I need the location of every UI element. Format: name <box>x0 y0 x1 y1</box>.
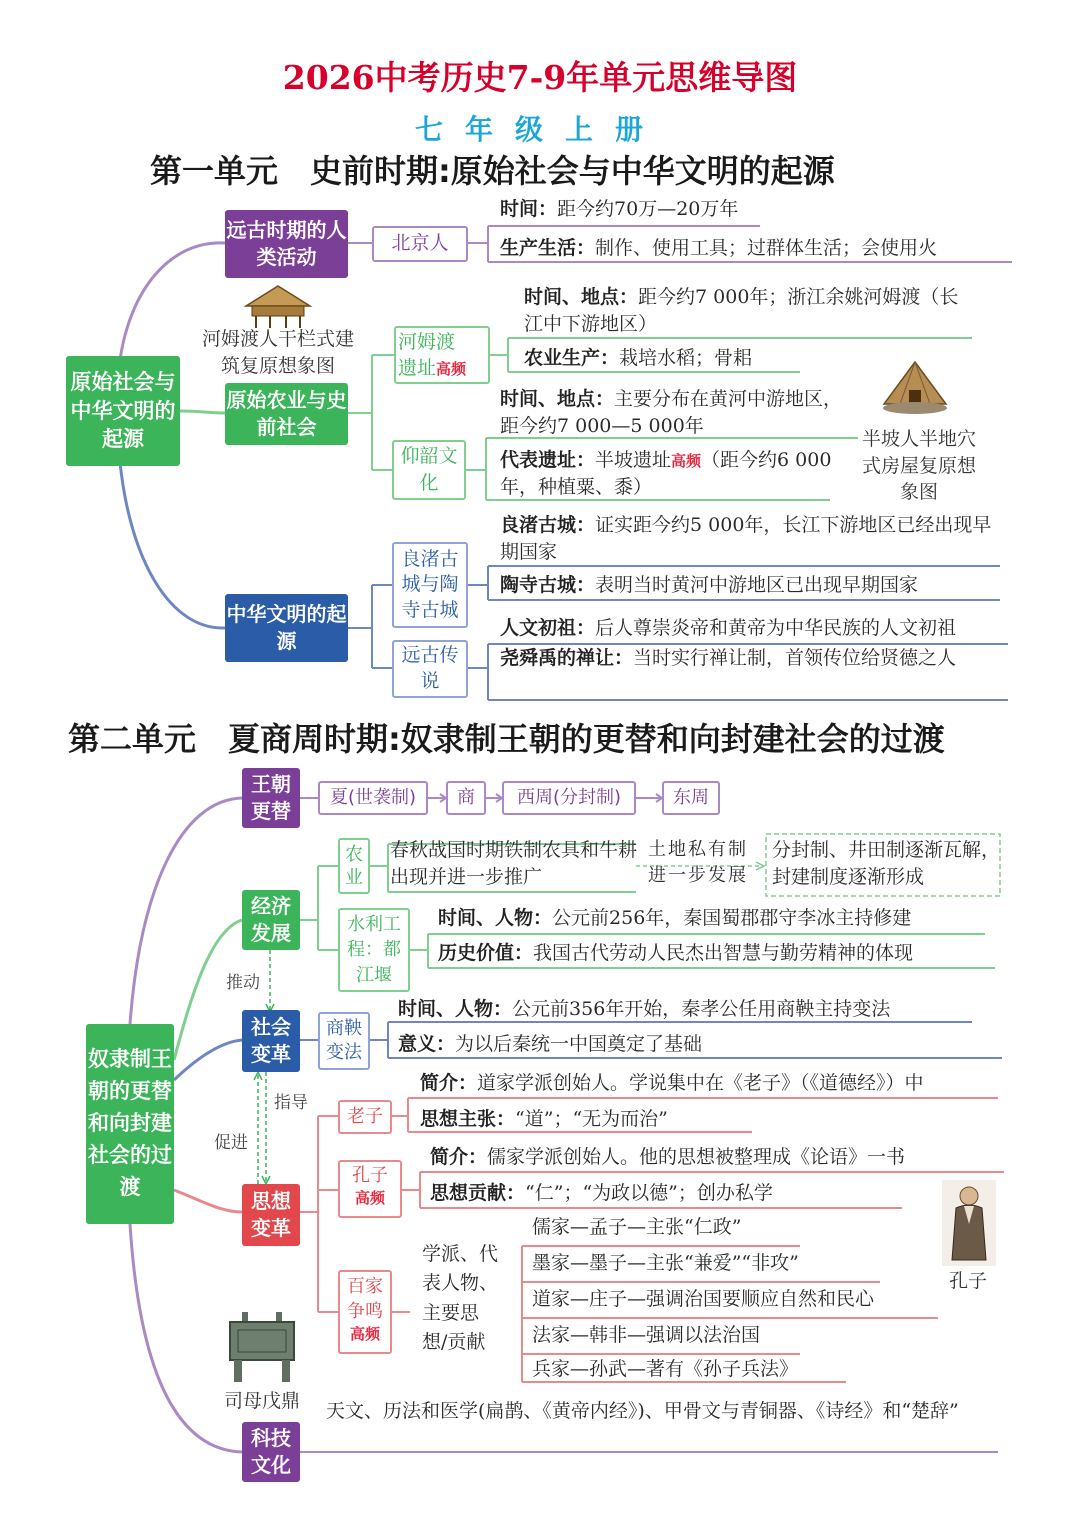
water-value: 历史价值：我国古代劳动人民杰出智慧与勤劳精神的体现 <box>438 942 914 964</box>
taosi-text: 陶寺古城：表明当时黄河中游地区已出现早期国家 <box>500 574 919 596</box>
unit1-branch-agriculture: 原始农业与史前社会 <box>225 383 348 445</box>
school-taoist: 道家—庄子—强调治国要顺应自然和民心 <box>532 1288 875 1310</box>
hemudu-agri: 农业生产：栽培水稻；骨耜 <box>524 347 753 369</box>
node-shangyang: 商鞅变法 <box>318 1012 370 1070</box>
unit2-branch-society: 社会变革 <box>242 1010 300 1072</box>
unit2-branch-dynasty: 王朝更替 <box>242 768 300 828</box>
stilt-house-image <box>240 284 316 330</box>
shanrang-text: 尧舜禹的禅让：当时实行禅让制，首领传位给贤德之人 <box>500 647 957 669</box>
beijing-time: 时间：距今约70万—20万年 <box>500 198 739 220</box>
liangzhu-text: 良渚古城：证实距今约5 000年，长江下游地区已经出现早期国家 <box>500 514 992 563</box>
baijia-label: 学派、代表人物、主要思想/贡献 <box>422 1243 499 1354</box>
unit2-heading: 第二单元 夏商周时期:奴隶制王朝的更替和向封建社会的过渡 <box>68 720 945 758</box>
node-laozi: 老子 <box>338 1100 392 1134</box>
hot-badge: 高频 <box>349 1325 380 1344</box>
unit2-root: 奴隶制王朝的更替和向封建社会的过渡 <box>86 1024 174 1224</box>
school-confucian: 儒家—孟子—主张“仁政” <box>532 1216 742 1238</box>
unit2-branch-economy: 经济发展 <box>242 890 300 950</box>
water-time: 时间、人物：公元前256年，秦国蜀郡郡守李冰主持修建 <box>438 907 912 929</box>
node-beijing-man: 北京人 <box>372 226 468 262</box>
dynasty-shang: 商 <box>446 781 486 815</box>
agri-text: 春秋战国时期铁制农具和牛耕出现并进一步推广 <box>390 839 638 888</box>
node-liangzhu-taosi: 良渚古城与陶寺古城 <box>392 542 468 628</box>
culture-text: 天文、历法和医学(扁鹊、《黄帝内经》)、甲骨文与青铜器、《诗经》和“楚辞” <box>326 1400 959 1422</box>
node-hemudu: 河姆渡 遗址高频 <box>394 326 490 384</box>
dynasty-xia: 夏(世袭制) <box>318 781 428 815</box>
banpo-caption: 半坡人半地穴式房屋复原想象图 <box>861 428 976 504</box>
shang-time: 时间、人物：公元前356年开始，秦孝公任用商鞅主持变法 <box>398 998 891 1020</box>
unit1-branch-ancient: 远古时期的人类活动 <box>225 210 348 278</box>
kongzi-idea: 思想贡献：“仁”；“为政以德”；创办私学 <box>430 1182 773 1204</box>
hot-badge: 高频 <box>354 1189 385 1208</box>
promote-label: 促进 <box>214 1133 248 1153</box>
banpo-house-image <box>880 360 950 418</box>
renwen-text: 人文初祖：后人尊崇炎帝和黄帝为中华民族的人文初祖 <box>500 617 957 639</box>
unit2-branch-thought: 思想变革 <box>242 1184 300 1246</box>
hot-badge: 高频 <box>436 359 467 378</box>
dynasty-eastern-zhou: 东周 <box>662 781 720 815</box>
node-kongzi: 孔子 高频 <box>338 1160 402 1218</box>
node-dujiangyan: 水利工程：都江堰 <box>338 908 410 992</box>
unit2-branch-culture: 科技文化 <box>242 1422 300 1482</box>
hot-badge: 高频 <box>671 452 702 470</box>
node-legends: 远古传说 <box>392 640 468 698</box>
unit1-root: 原始社会与中华文明的起源 <box>66 356 180 466</box>
land-text: 土地私有制进一步发展 <box>648 839 748 886</box>
node-agriculture: 农业 <box>338 838 370 894</box>
confucius-image <box>942 1180 996 1266</box>
dynasty-western-zhou: 西周(分封制) <box>502 781 636 815</box>
guide-label: 指导 <box>274 1093 308 1113</box>
beijing-life: 生产生活：制作、使用工具；过群体生活；会使用火 <box>500 237 938 259</box>
shang-meaning: 意义：为以后秦统一中国奠定了基础 <box>398 1033 703 1055</box>
ding-caption: 司母戊鼎 <box>223 1390 300 1412</box>
school-mohist: 墨家—墨子—主张“兼爱”“非攻” <box>532 1252 799 1274</box>
laozi-intro: 简介：道家学派创始人。学说集中在《老子》（《道德经》）中 <box>420 1072 924 1094</box>
school-military: 兵家—孙武—著有《孙子兵法》 <box>532 1358 799 1380</box>
confucius-caption: 孔子 <box>948 1270 987 1292</box>
node-baijia: 百家争鸣 高频 <box>338 1270 392 1354</box>
school-legalist: 法家—韩非—强调以法治国 <box>532 1324 761 1346</box>
grade-label: 七年级上册 <box>414 113 665 146</box>
unit1-heading: 第一单元 史前时期:原始社会与中华文明的起源 <box>150 152 835 190</box>
page-title: 2026中考历史7-9年单元思维导图 <box>282 58 798 97</box>
laozi-idea: 思想主张：“道”；“无为而治” <box>420 1108 668 1130</box>
stilt-house-caption: 河姆渡人干栏式建筑复原想象图 <box>201 328 354 377</box>
kongzi-intro: 简介：儒家学派创始人。他的思想被整理成《论语》一书 <box>430 1146 906 1168</box>
unit1-branch-civilization: 中华文明的起源 <box>225 594 348 662</box>
ding-image <box>222 1310 302 1386</box>
yangshao-site: 代表遗址：半坡遗址高频（距今约6 000年，种植粟、黍） <box>500 449 832 498</box>
push-label: 推动 <box>226 973 260 993</box>
fengjian-text: 分封制、井田制逐渐瓦解，封建制度逐渐形成 <box>772 839 1001 888</box>
hemudu-time: 时间、地点：距今约7 000年；浙江余姚河姆渡（长江中下游地区） <box>524 286 959 335</box>
yangshao-time: 时间、地点：主要分布在黄河中游地区，距今约7 000—5 000年 <box>500 388 843 437</box>
node-yangshao: 仰韶文化 <box>392 440 466 500</box>
